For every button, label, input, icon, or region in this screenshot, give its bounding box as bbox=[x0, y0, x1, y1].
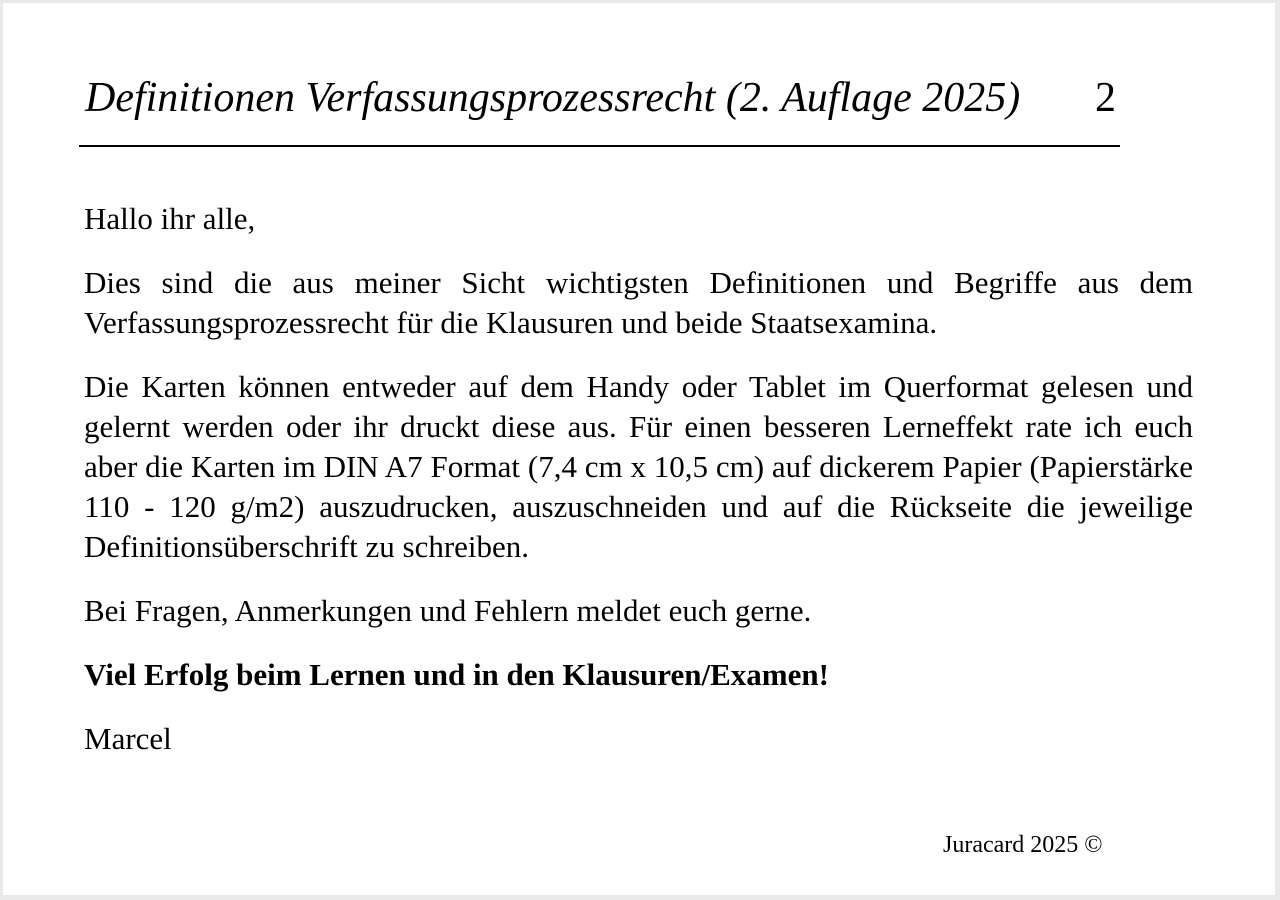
document-page bbox=[3, 3, 1275, 895]
page-header bbox=[79, 69, 1120, 147]
header-title: Definitionen Verfassungsprozessrecht (2. Auflage 2025) bbox=[85, 75, 1021, 121]
feedback-paragraph: Bei Fragen, Anmerkungen und Fehlern meldet euch gerne. bbox=[84, 593, 812, 628]
greeting: Hallo ihr alle, bbox=[84, 201, 256, 236]
usage-paragraph: Die Karten können entweder auf dem Handy oder Tablet im Querformat gelesen und gelernt werden oder ihr druckt diese aus. Für einen besseren Lerneffekt rate ich euch aber die Karten im DIN A7 Format (7,4 cm x 10,5 cm) auf dickerem Papier (Papierstärke 110 - 120 g/m2) auszudrucken, auszuschneiden und auf die Rückseite die jeweilige Definitionsüberschrift zu schreiben. bbox=[84, 369, 1193, 564]
signature: Marcel bbox=[84, 721, 172, 756]
intro-paragraph: Dies sind die aus meiner Sicht wichtigsten Definitionen und Begriffe aus dem Verfassungsprozessrecht für die Klausuren und beide Staatsexamina. bbox=[84, 265, 1193, 340]
letter-body bbox=[84, 199, 1193, 783]
copyright-footer: Juracard 2025 © bbox=[943, 832, 1103, 858]
closing-line: Viel Erfolg beim Lernen und in den Klausuren/Examen! bbox=[84, 657, 829, 692]
page-number: 2 bbox=[1095, 75, 1116, 121]
